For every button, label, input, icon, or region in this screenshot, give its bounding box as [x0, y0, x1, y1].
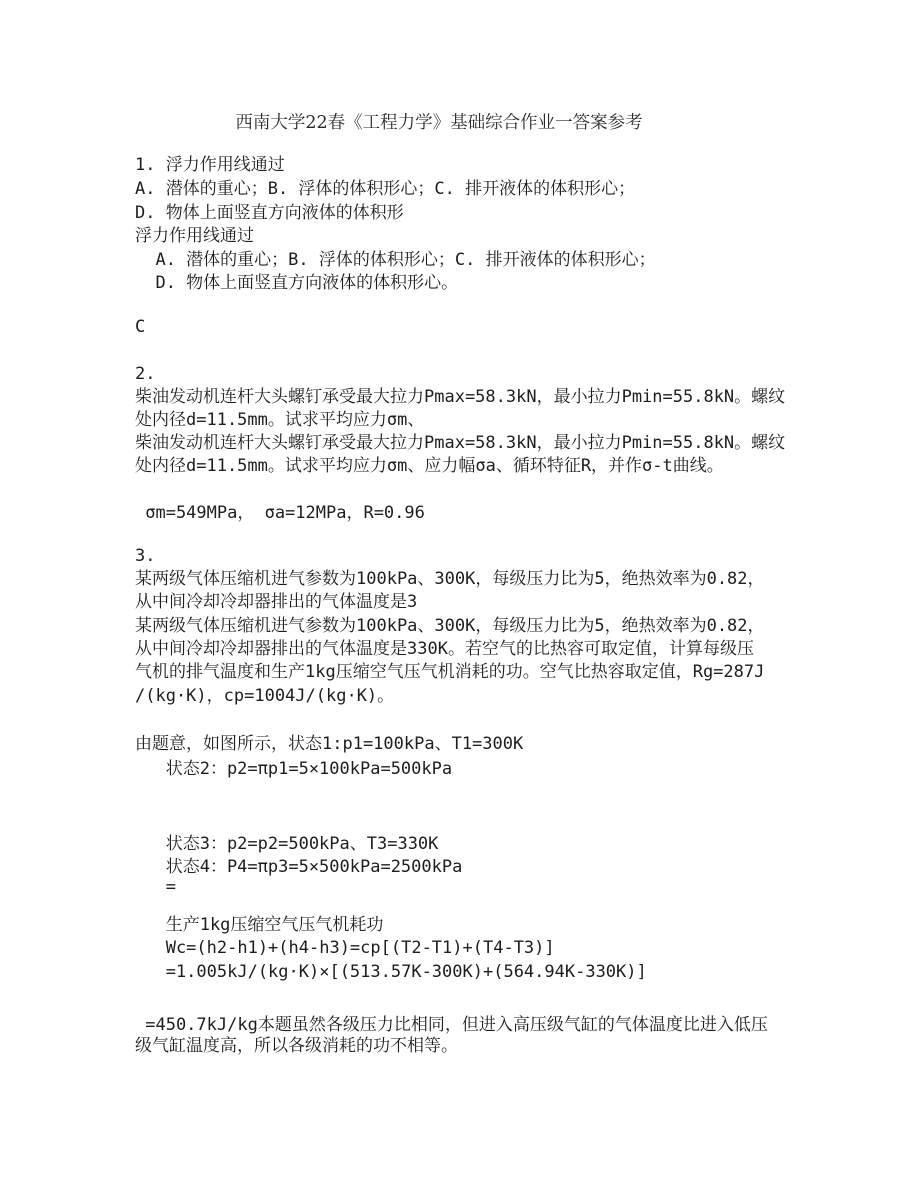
text-line: D. 物体上面竖直方向液体的体积形心。 [135, 273, 459, 293]
text-line: 柴油发动机连杆大头螺钉承受最大拉力Pmax=58.3kN，最小拉力Pmin=55.8kN。螺纹 [135, 387, 786, 407]
text-line: 级气缸温度高，所以各级消耗的功不相等。 [135, 1036, 458, 1056]
text-line: A. 潜体的重心；B. 浮体的体积形心；C. 排开液体的体积形心； [135, 179, 636, 199]
text-line: 生产1kg压缩空气压气机耗功 [135, 915, 384, 935]
text-line: 气机的排气温度和生产1kg压缩空气压气机消耗的功。空气比热容取定值，Rg=287J [135, 662, 765, 682]
text-line: 某两级气体压缩机进气参数为100kPa、300K，每级压力比为5，绝热效率为0.82， [135, 616, 765, 636]
text-line: 3. [135, 546, 156, 566]
text-line: 状态3：p2=p2=500kPa、T3=330K [135, 834, 439, 854]
text-line: C [135, 317, 146, 337]
text-line: σm=549MPa， σa=12MPa，R=0.96 [135, 503, 425, 523]
text-line: 1. 浮力作用线通过 [135, 155, 285, 175]
text-line: 状态4：P4=πp3=5×500kPa=2500kPa [135, 857, 463, 877]
text-line: 浮力作用线通过 [135, 226, 254, 246]
text-line: D. 物体上面竖直方向液体的体积形 [135, 203, 404, 223]
text-line: 柴油发动机连杆大头螺钉承受最大拉力Pmax=58.3kN，最小拉力Pmin=55.8kN。螺纹 [135, 433, 786, 453]
text-line: 状态2：p2=πp1=5×100kPa=500kPa [135, 759, 453, 779]
text-line: =450.7kJ/kg本题虽然各级压力比相同，但进入高压级气缸的气体温度比进入低压 [135, 1015, 768, 1035]
text-line: = [135, 877, 176, 897]
text-line: 从中间冷却冷却器排出的气体温度是330K。若空气的比热容可取定值，计算每级压 [135, 639, 754, 659]
text-line: =1.005kJ/(kg·K)×[(513.57K-300K)+(564.94K-330K)] [135, 962, 647, 982]
text-line: 某两级气体压缩机进气参数为100kPa、300K，每级压力比为5，绝热效率为0.82， [135, 569, 765, 589]
text-line: 2. [135, 364, 156, 384]
text-line: /(kg·K)，cp=1004J/(kg·K)。 [135, 686, 395, 706]
text-line: A. 潜体的重心；B. 浮体的体积形心；C. 排开液体的体积形心； [135, 250, 656, 270]
document-title: 西南大学22春《工程力学》基础综合作业一答案参考 [235, 113, 643, 133]
text-line: 从中间冷却冷却器排出的气体温度是3 [135, 592, 418, 612]
text-line: 处内径d=11.5mm。试求平均应力σm、应力幅σa、循环特征R，并作σ-t曲线。 [135, 456, 724, 476]
text-line: Wc=(h2-h1)+(h4-h3)=cp[(T2-T1)+(T4-T3)] [135, 938, 555, 958]
text-line: 由题意，如图所示，状态1:p1=100kPa、T1=300K [135, 734, 524, 754]
text-line: 处内径d=11.5mm。试求平均应力σm、 [135, 410, 425, 430]
